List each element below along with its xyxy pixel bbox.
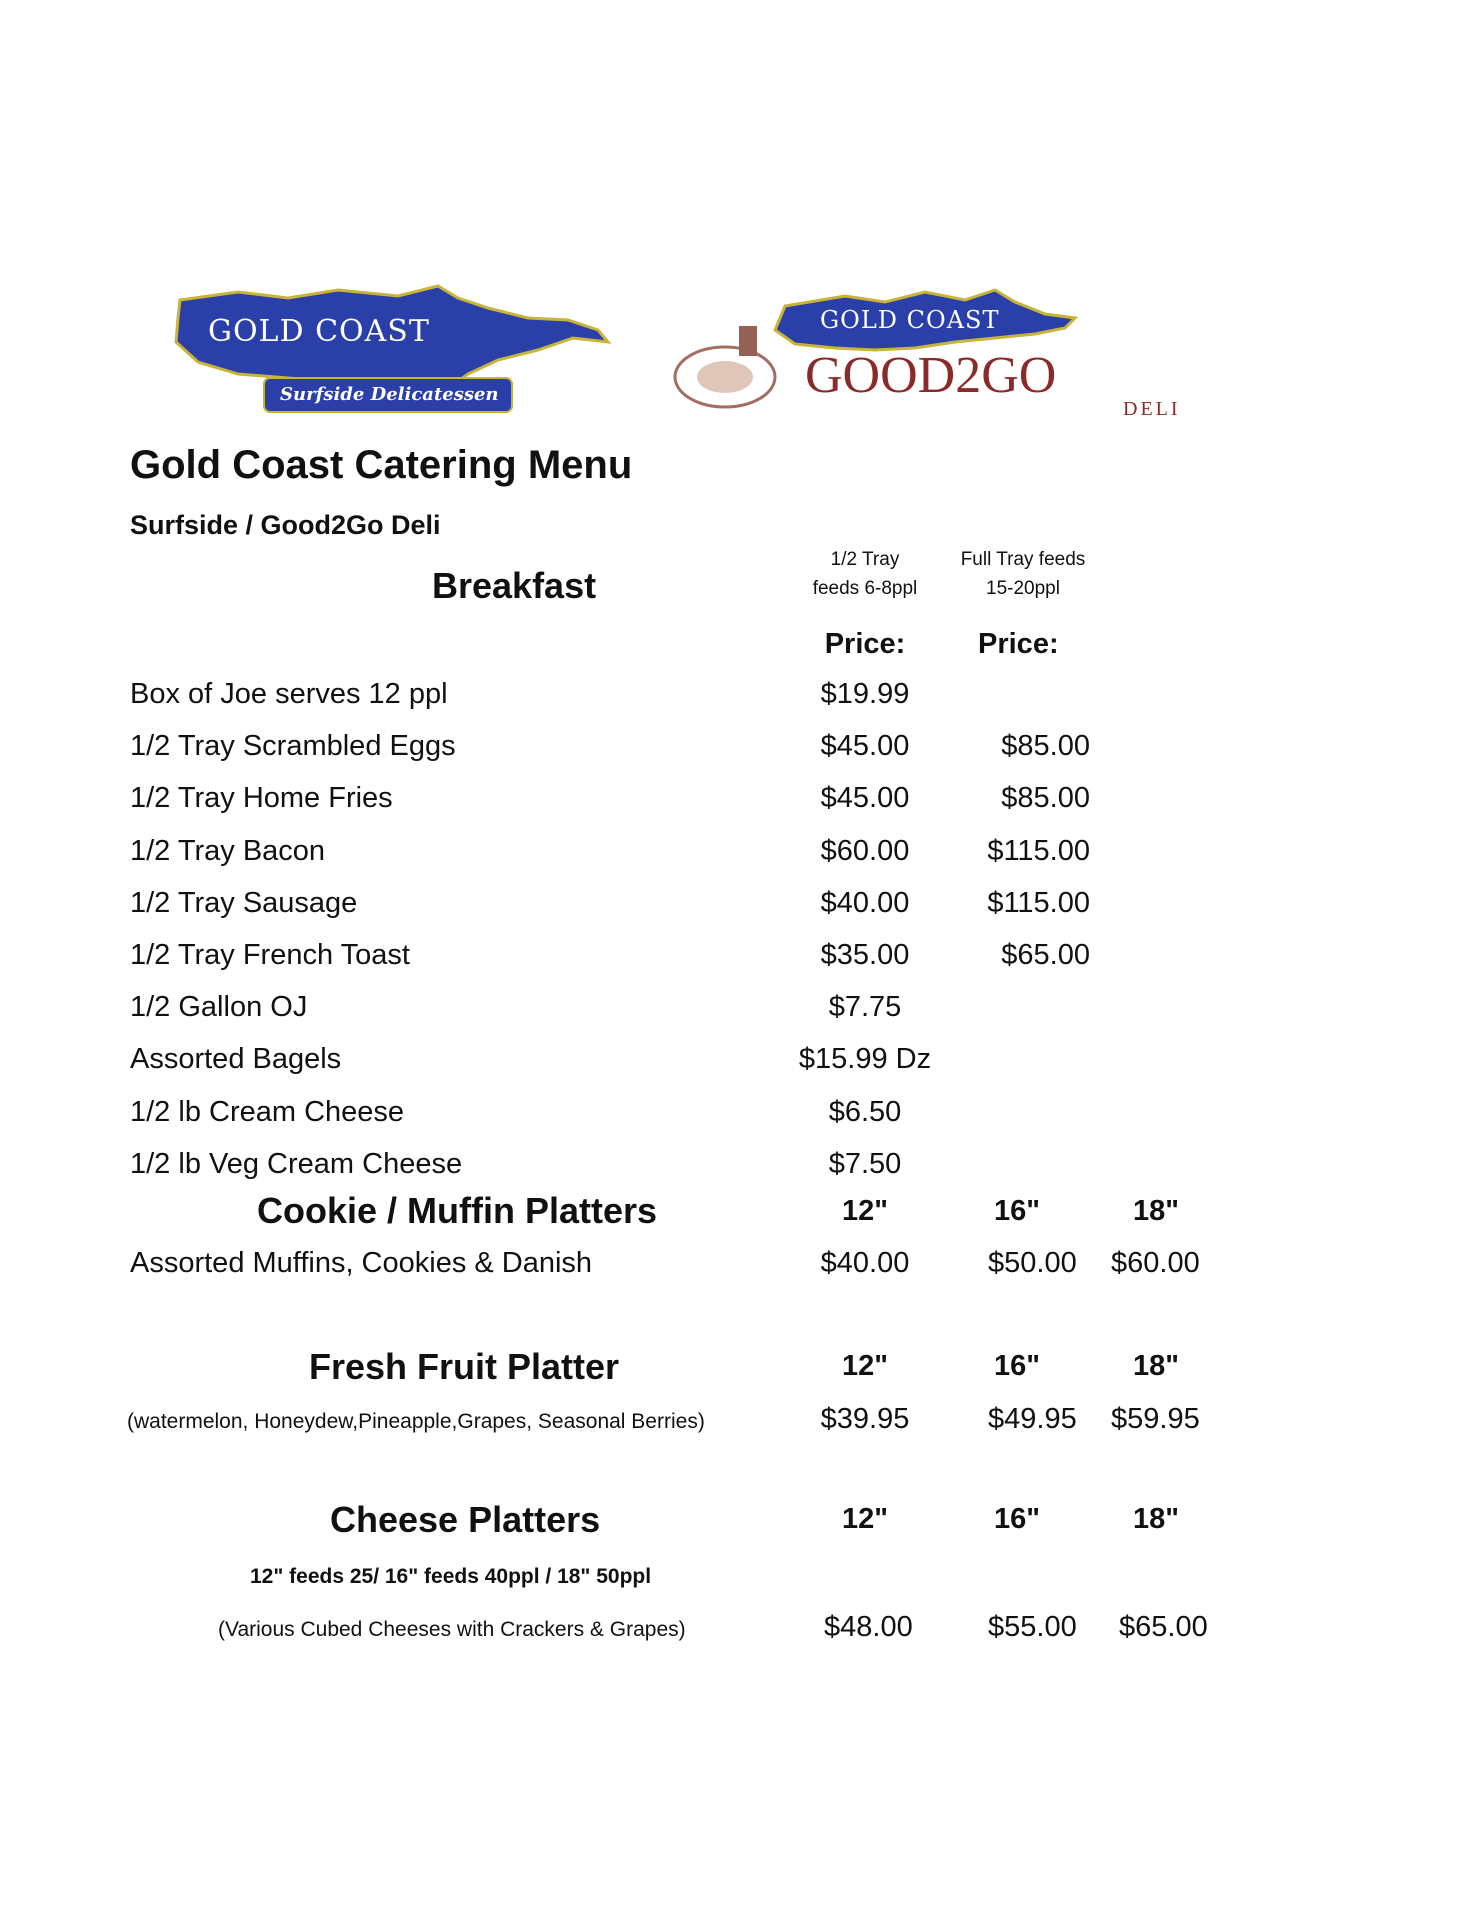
breakfast-item-full-price: $115.00 — [987, 887, 1090, 919]
breakfast-item-name: 1/2 Tray Scrambled Eggs — [130, 730, 456, 762]
breakfast-item-half-price: $7.50 — [828, 1148, 902, 1180]
logo-left-line2: Surfside Delicatessen — [280, 384, 499, 405]
gold-coast-surfside-logo — [168, 278, 616, 430]
fruit-price-12: $39.95 — [820, 1403, 910, 1435]
page-title: Gold Coast Catering Menu — [130, 443, 633, 487]
cookie-item: Assorted Muffins, Cookies & Danish — [130, 1247, 593, 1279]
breakfast-item-full-price: $65.00 — [1001, 939, 1090, 971]
cheese-price-18: $65.00 — [1119, 1611, 1208, 1643]
breakfast-item-half-price: $35.00 — [820, 939, 910, 971]
fruit-item: (watermelon, Honeydew,Pineapple,Grapes, Seasonal Berries) — [127, 1410, 705, 1433]
page-subtitle: Surfside / Good2Go Deli — [130, 510, 441, 540]
cheese-price-16: $55.00 — [988, 1611, 1077, 1643]
cookie-price-18: $60.00 — [1111, 1247, 1200, 1279]
breakfast-item-half-price: $7.75 — [828, 991, 902, 1023]
breakfast-item-name: 1/2 lb Cream Cheese — [130, 1096, 405, 1128]
cookie-price-16: $50.00 — [988, 1247, 1077, 1279]
breakfast-item-half-price: $15.99 Dz — [798, 1043, 932, 1075]
breakfast-title: Breakfast — [432, 565, 597, 606]
breakfast-item-half-price: $45.00 — [820, 730, 910, 762]
cookie-title: Cookie / Muffin Platters — [257, 1190, 658, 1231]
breakfast-item-name: 1/2 lb Veg Cream Cheese — [130, 1148, 463, 1180]
half-tray-header-l1: 1/2 Tray — [830, 549, 900, 570]
cookie-price-12: $40.00 — [820, 1247, 910, 1279]
cheese-price-12: $48.00 — [824, 1611, 913, 1643]
breakfast-item-full-price: $115.00 — [987, 835, 1090, 867]
breakfast-item-half-price: $60.00 — [820, 835, 910, 867]
full-tray-header — [938, 545, 1108, 603]
logo-right-line1: GOLD COAST — [820, 306, 1000, 334]
half-tray-header — [790, 545, 940, 603]
fruit-size-12: 12" — [841, 1350, 888, 1382]
breakfast-item-name: Box of Joe serves 12 ppl — [130, 678, 448, 710]
breakfast-item-name: Assorted Bagels — [130, 1043, 342, 1075]
cheese-size-18: 18" — [1133, 1503, 1180, 1535]
breakfast-item-name: 1/2 Gallon OJ — [130, 991, 308, 1023]
breakfast-item-half-price: $6.50 — [828, 1096, 902, 1128]
breakfast-item-half-price: $19.99 — [820, 678, 910, 710]
cheese-title: Cheese Platters — [330, 1499, 601, 1540]
breakfast-item-name: 1/2 Tray French Toast — [130, 939, 410, 971]
cookie-size-16: 16" — [994, 1195, 1041, 1227]
chef-icon — [675, 326, 775, 407]
logo-right-line3: DELI — [1123, 398, 1181, 420]
logo-left-line1: GOLD COAST — [208, 314, 430, 349]
breakfast-item-full-price: $85.00 — [1001, 730, 1090, 762]
cookie-size-12: 12" — [841, 1195, 888, 1227]
fruit-title: Fresh Fruit Platter — [309, 1346, 620, 1387]
fruit-size-18: 18" — [1133, 1350, 1180, 1382]
breakfast-item-half-price: $45.00 — [820, 782, 910, 814]
cookie-size-18: 18" — [1133, 1195, 1180, 1227]
full-tray-header-l1: Full Tray feeds — [960, 549, 1086, 570]
cheese-item: (Various Cubed Cheeses with Crackers & Grapes) — [218, 1618, 686, 1641]
cheese-note: 12" feeds 25/ 16" feeds 40ppl / 18" 50ppl — [250, 1565, 652, 1588]
gold-coast-good2go-logo — [655, 282, 1195, 432]
fruit-price-16: $49.95 — [988, 1403, 1077, 1435]
cheese-size-12: 12" — [841, 1503, 888, 1535]
price-label-full: Price: — [978, 628, 1059, 660]
fruit-size-16: 16" — [994, 1350, 1041, 1382]
breakfast-item-name: 1/2 Tray Sausage — [130, 887, 358, 919]
breakfast-item-full-price: $85.00 — [1001, 782, 1090, 814]
breakfast-item-name: 1/2 Tray Bacon — [130, 835, 326, 867]
fruit-price-18: $59.95 — [1111, 1403, 1200, 1435]
price-label-half: Price: — [824, 628, 906, 660]
half-tray-header-l2: feeds 6-8ppl — [812, 578, 918, 599]
cheese-size-16: 16" — [994, 1503, 1041, 1535]
breakfast-item-name: 1/2 Tray Home Fries — [130, 782, 393, 814]
full-tray-header-l2: 15-20ppl — [986, 578, 1060, 599]
breakfast-item-half-price: $40.00 — [820, 887, 910, 919]
logo-right-line2: GOOD2GO — [805, 347, 1057, 404]
